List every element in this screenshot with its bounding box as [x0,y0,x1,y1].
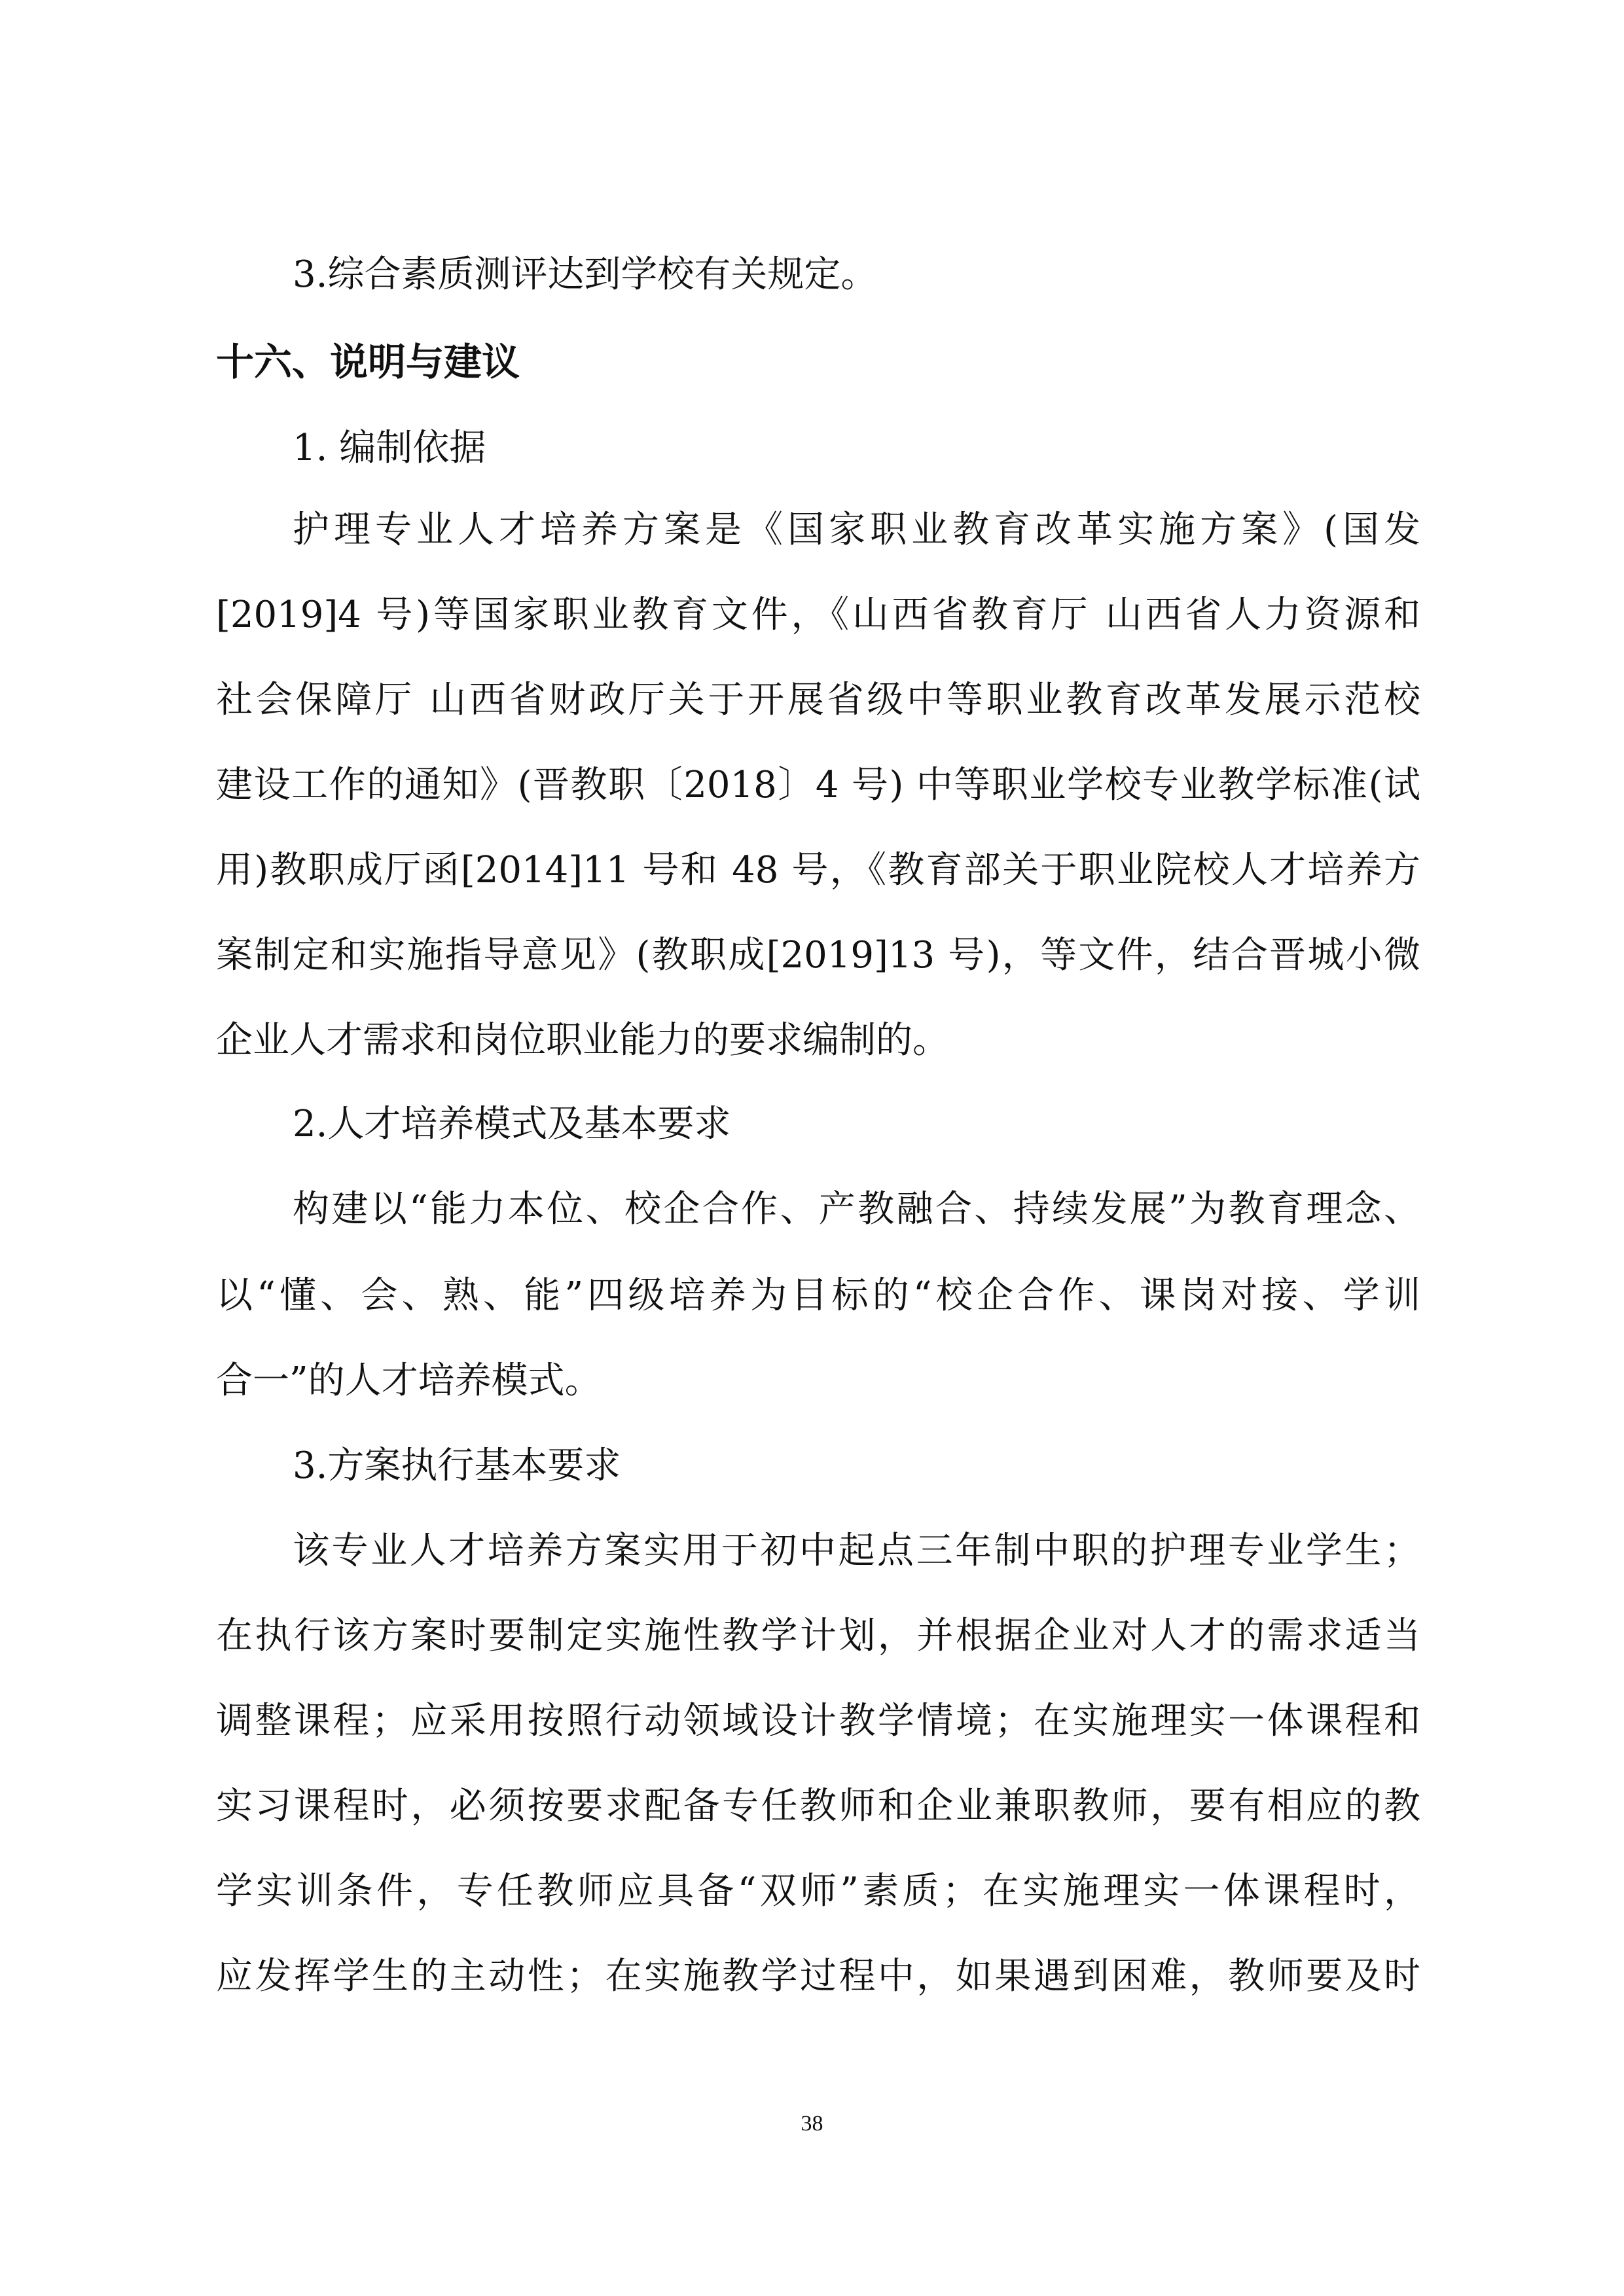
section-heading: 十六、说明与建议 [216,340,520,384]
paragraph-line: 用)教职成厅函[2014]11 号和 48 号，《教育部关于职业院校人才培养方 [216,849,1420,891]
subsection-heading: 1. 编制依据 [293,427,486,469]
paragraph-line: 实习课程时，必须按要求配备专任教师和企业兼职教师，要有相应的教 [216,1785,1420,1827]
paragraph-line: 调整课程；应采用按照行动领域设计教学情境；在实施理实一体课程和 [216,1700,1420,1742]
paragraph-line: 企业人才需求和岗位职业能力的要求编制的。 [216,1019,949,1062]
paragraph-line: 学实训条件，专任教师应具备“双师”素质；在实施理实一体课程时， [216,1870,1420,1912]
paragraph-line: 社会保障厅 山西省财政厅关于开展省级中等职业教育改革发展示范校 [216,679,1420,721]
paragraph-line: [2019]4 号)等国家职业教育文件，《山西省教育厅 山西省人力资源和 [216,594,1420,636]
subsection-heading: 3.方案执行基本要求 [293,1444,621,1487]
paragraph-line: 合一”的人才培养模式。 [216,1359,602,1402]
paragraph-line: 案制定和实施指导意见》(教职成[2019]13 号)，等文件，结合晋城小微 [216,934,1420,977]
paragraph-line: 应发挥学生的主动性；在实施教学过程中，如果遇到困难，教师要及时 [216,1955,1420,1998]
paragraph-line: 构建以“能力本位、校企合作、产教融合、持续发展”为教育理念、 [293,1188,1420,1230]
page-number: 38 [801,2111,823,2136]
paragraph-line: 建设工作的通知》(晋教职〔2018〕4 号) 中等职业学校专业教学标准(试 [216,764,1420,806]
paragraph-line: 该专业人才培养方案实用于初中起点三年制中职的护理专业学生； [293,1530,1420,1572]
subsection-heading: 2.人才培养模式及基本要求 [293,1103,731,1145]
paragraph-line: 3.综合素质测评达到学校有关规定。 [293,253,878,296]
paragraph-line: 以“懂、会、熟、能”四级培养为目标的“校企合作、课岗对接、学训 [216,1274,1420,1317]
paragraph-line: 护理专业人才培养方案是《国家职业教育改革实施方案》(国发 [293,509,1420,551]
paragraph-line: 在执行该方案时要制定实施性教学计划，并根据企业对人才的需求适当 [216,1615,1420,1657]
